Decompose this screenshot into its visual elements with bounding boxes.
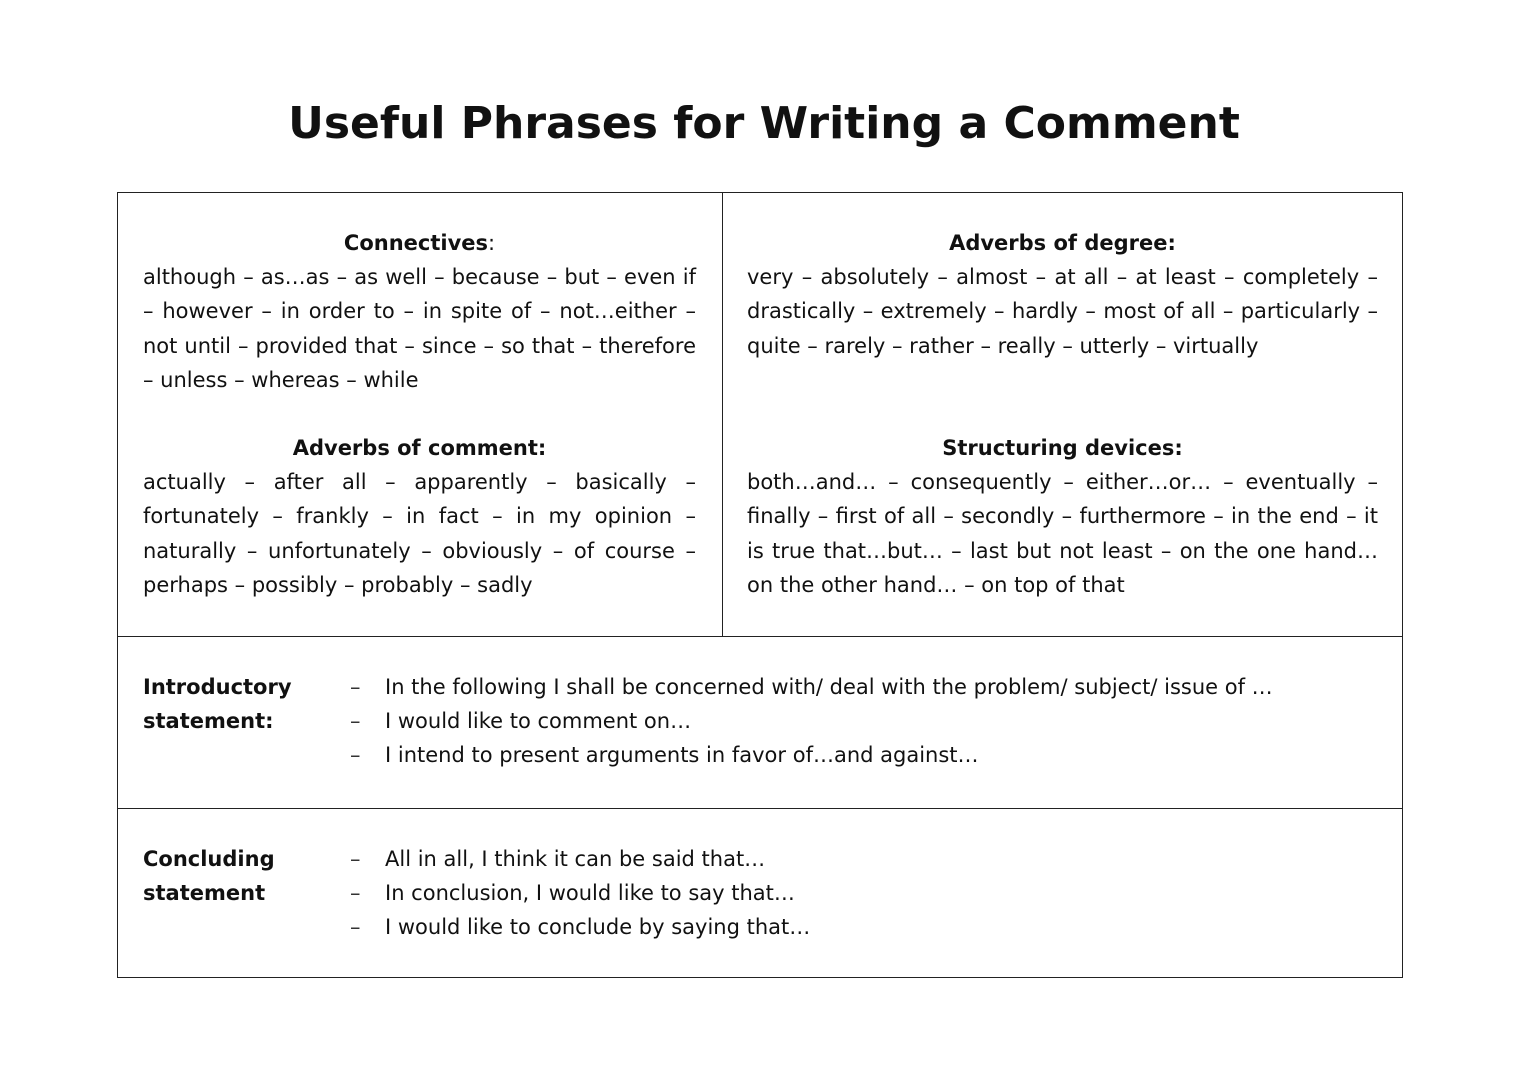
connectives-text: although – as…as – as well – because – but – even if – however – in order to – in spite of – not…either – not until – provided that – since – so that – therefore – unless – whereas – while bbox=[143, 265, 696, 392]
concluding-phrase-text: I would like to conclude by saying that… bbox=[385, 915, 811, 940]
introductory-phrase bbox=[350, 738, 1273, 772]
phrases-table bbox=[117, 192, 1403, 978]
concluding-phrase bbox=[350, 910, 810, 944]
concluding-phrase-text: All in all, I think it can be said that… bbox=[385, 847, 766, 871]
page-title: Useful Phrases for Writing a Comment bbox=[288, 98, 1240, 149]
dash-bullet: – bbox=[350, 847, 361, 871]
introductory-label-line2: statement: bbox=[143, 709, 274, 734]
introductory-phrase bbox=[350, 704, 1273, 738]
introductory-phrase bbox=[350, 670, 1273, 704]
adverbs-of-comment-heading: Adverbs of comment: bbox=[292, 436, 547, 460]
adverbs-of-comment-block bbox=[143, 431, 696, 602]
connectives-block bbox=[143, 226, 696, 397]
dash-bullet: – bbox=[350, 915, 361, 940]
concluding-phrase-list bbox=[350, 842, 810, 945]
introductory-phrase-text: I intend to present arguments in favor of…and against… bbox=[385, 743, 979, 768]
row-divider-1 bbox=[118, 636, 1402, 637]
dash-bullet: – bbox=[350, 675, 361, 699]
adverbs-of-degree-text: very – absolutely – almost – at all – at least – completely – drastically – extremely – hardly – most of all – particularly – quite – rarely – rather – really – utterly – virtually bbox=[747, 265, 1378, 358]
concluding-label bbox=[143, 842, 313, 910]
introductory-phrase-list bbox=[350, 670, 1273, 773]
structuring-devices-text: both…and… – consequently – either…or… – eventually – finally – first of all – secondly – furthermore – in the end – it is true that…but… – last but not least – on the one hand…on the other hand… – on top of that bbox=[747, 470, 1378, 597]
row-divider-2 bbox=[118, 808, 1402, 809]
connectives-heading-colon: : bbox=[488, 231, 496, 255]
adverbs-of-degree-heading: Adverbs of degree: bbox=[949, 231, 1176, 255]
concluding-phrase bbox=[350, 876, 810, 910]
connectives-heading-text: Connectives bbox=[343, 231, 489, 255]
column-divider bbox=[722, 193, 723, 636]
introductory-phrase-text: In the following I shall be concerned with/ deal with the problem/ subject/ issue of … bbox=[385, 675, 1273, 699]
adverbs-of-degree-block bbox=[747, 226, 1378, 363]
concluding-phrase-text: In conclusion, I would like to say that… bbox=[385, 881, 795, 906]
concluding-label-line1: Concluding bbox=[143, 847, 275, 871]
adverbs-of-comment-text: actually – after all – apparently – basically – fortunately – frankly – in fact – in my opinion – naturally – unfortunately – obviously – of course – perhaps – possibly – probably – sadly bbox=[143, 470, 696, 597]
connectives-heading bbox=[143, 226, 696, 260]
concluding-phrase bbox=[350, 842, 810, 876]
structuring-devices-block bbox=[747, 431, 1378, 602]
concluding-label-line2: statement bbox=[143, 881, 266, 906]
dash-bullet: – bbox=[350, 709, 361, 734]
dash-bullet: – bbox=[350, 881, 361, 906]
structuring-devices-heading: Structuring devices: bbox=[942, 436, 1183, 460]
introductory-phrase-text: I would like to comment on… bbox=[385, 709, 692, 734]
introductory-label bbox=[143, 670, 313, 738]
dash-bullet: – bbox=[350, 743, 361, 768]
introductory-label-line1: Introductory bbox=[143, 675, 292, 699]
